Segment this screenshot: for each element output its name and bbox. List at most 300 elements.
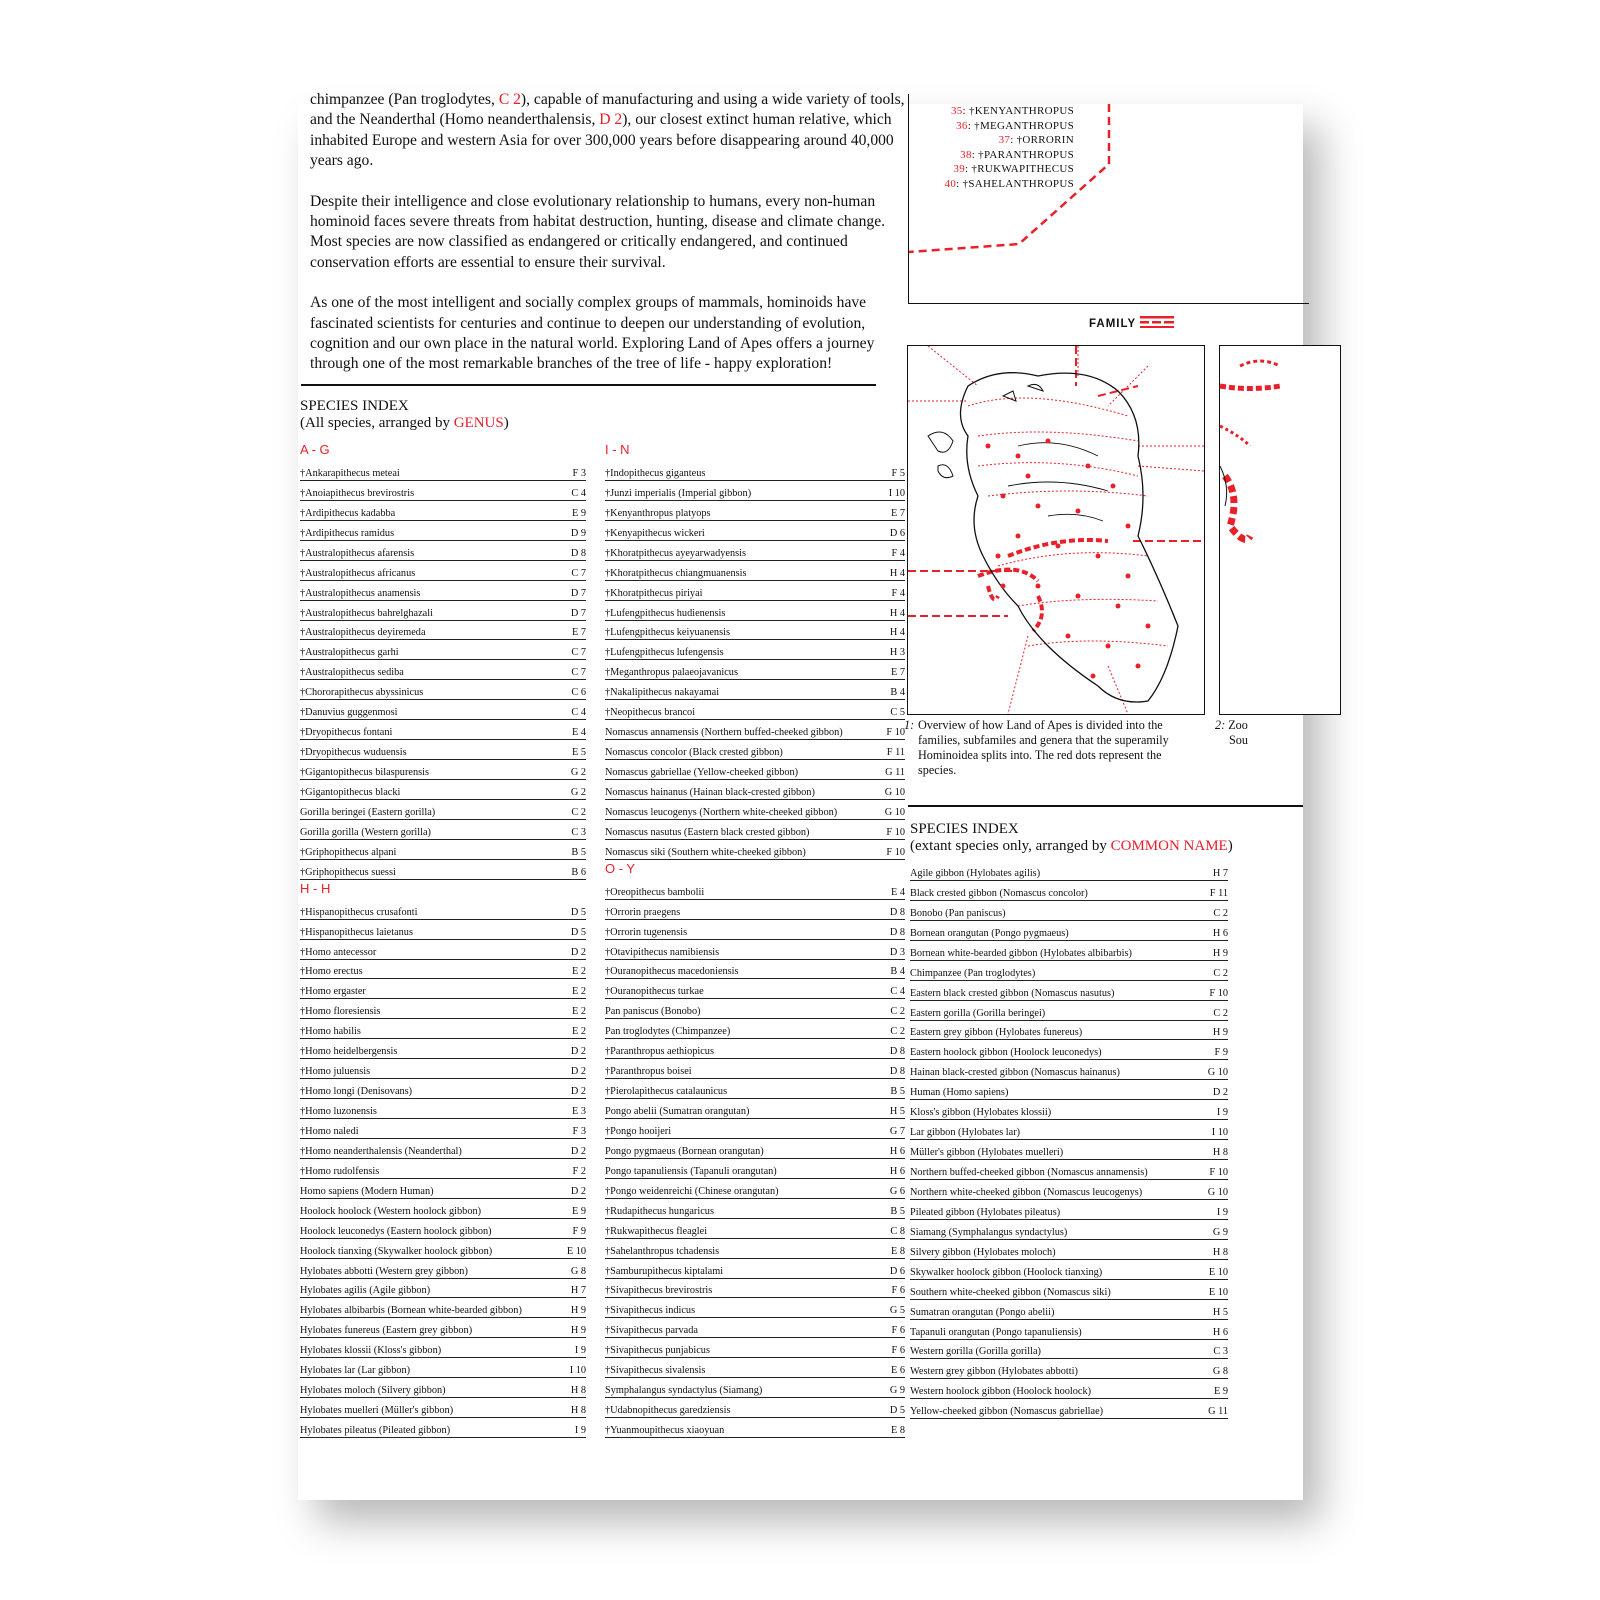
map-grid-reference: D 8: [889, 1066, 905, 1078]
map-grid-reference: E 9: [1213, 1386, 1228, 1398]
index-entry[interactable]: [605, 1298, 905, 1318]
family-dash-icon: [1140, 316, 1174, 328]
index-entry[interactable]: [300, 1059, 586, 1079]
intro-text: [310, 90, 910, 395]
map-grid-reference: H 6: [1212, 1326, 1228, 1338]
index-entry[interactable]: [300, 481, 586, 501]
map-grid-reference: E 3: [571, 1106, 586, 1117]
species-name: †Homo rudolfensis: [300, 1165, 380, 1177]
map-grid-reference: D 2: [570, 1086, 586, 1098]
map-grid-reference: H 3: [889, 647, 905, 659]
index-entry[interactable]: [300, 740, 586, 760]
species-name: Eastern hoolock gibbon (Hoolock leuconedys): [910, 1047, 1102, 1059]
index-entry[interactable]: [910, 961, 1228, 981]
index-entry[interactable]: [605, 1119, 905, 1139]
species-name: †Lufengpithecus keiyuanensis: [605, 627, 730, 639]
species-name: Sumatran orangutan (Pongo abelii): [910, 1306, 1055, 1318]
species-name: Bornean white-bearded gibbon (Hylobates albibarbis): [910, 947, 1132, 959]
index-entry[interactable]: [300, 860, 586, 880]
species-name: †Dryopithecus fontani: [300, 727, 393, 739]
species-name: Hoolock leuconedys (Eastern hoolock gibbon): [300, 1225, 492, 1237]
index-entry[interactable]: [605, 1179, 905, 1199]
index-entry[interactable]: [300, 1338, 586, 1358]
intro-paragraph-1: chimpanzee (Pan troglodytes, C 2), capable of manufacturing and using a wide variety of tools, and the Neanderthal (Homo neanderthalensis, D 2), our closest extinct human relative, which inhabited Europe and western Asia for over 300,000 years before disappearing around 40,000 years ago.: [310, 91, 905, 170]
map-grid-reference: F 9: [1214, 1047, 1228, 1059]
species-name: Western hoolock gibbon (Hoolock hoolock): [910, 1386, 1092, 1398]
species-name: †Lufengpithecus hudienensis: [605, 607, 726, 619]
index-entry[interactable]: [910, 1280, 1228, 1300]
map-grid-reference: C 4: [571, 707, 586, 719]
map-grid-reference: E 4: [571, 727, 586, 739]
index-entry[interactable]: [605, 1059, 905, 1079]
index-entry[interactable]: [605, 900, 905, 920]
map-grid-reference: E 7: [890, 667, 905, 679]
genus-number-item: 37: †ORRORIN: [998, 134, 1074, 147]
map-grid-reference: E 8: [890, 1425, 905, 1436]
intro-paragraph-2: Despite their intelligence and close evolutionary relationship to humans, every non-human hominoid faces severe threats from habitat destruction, hunting, disease and climate change. Most species are now classified as endangered or critically endangered, and continued conservation efforts are essential to ensure their survival.: [310, 192, 886, 271]
species-name: Agile gibbon (Hylobates agilis): [910, 867, 1041, 879]
index-entry[interactable]: [910, 1080, 1228, 1100]
map-grid-reference: F 11: [1209, 887, 1228, 899]
common-index-title: SPECIES INDEX: [910, 821, 1019, 837]
map-grid-reference: E 2: [571, 1026, 586, 1038]
map-grid-reference: B 5: [571, 846, 586, 858]
map-grid-reference: B 4: [890, 966, 905, 978]
species-name: Siamang (Symphalangus syndactylus): [910, 1226, 1068, 1238]
zoom-map-illustration: [1220, 346, 1340, 714]
species-name: Hoolock hoolock (Western hoolock gibbon): [300, 1205, 482, 1217]
index-entry[interactable]: [910, 1300, 1228, 1320]
index-entry[interactable]: [300, 1139, 586, 1159]
index-section-header: A - G: [300, 442, 330, 457]
species-name: †Homo juluensis: [300, 1066, 371, 1078]
map-grid-reference: G 6: [889, 1185, 905, 1197]
map-grid-reference: F 10: [1209, 987, 1228, 999]
species-name: Hylobates moloch (Silvery gibbon): [300, 1385, 446, 1397]
index-entry[interactable]: [910, 1320, 1228, 1340]
index-entry[interactable]: [605, 581, 905, 601]
index-entry[interactable]: [910, 921, 1228, 941]
index-entry[interactable]: [605, 999, 905, 1019]
index-entry[interactable]: [300, 1398, 586, 1418]
species-name: Nomascus hainanus (Hainan black-crested gibbon): [605, 786, 815, 798]
index-entry[interactable]: [300, 1179, 586, 1199]
index-entry[interactable]: [910, 1001, 1228, 1021]
index-entry[interactable]: [605, 840, 905, 860]
index-entry[interactable]: [910, 861, 1228, 881]
index-entry[interactable]: [910, 941, 1228, 961]
species-name: †Neopithecus brancoi: [605, 707, 696, 719]
index-entry[interactable]: [300, 940, 586, 960]
map-grid-reference: G 11: [885, 767, 905, 778]
intro-paragraph-3: As one of the most intelligent and socially complex groups of mammals, hominoids have fascinated scientists for centuries and continue to deepen our understanding of evolution, cognition and our own place in the natural world. Exploring Land of Apes offers a journey through one of the most remarkable branches of the tree of life - happy exploration!: [310, 294, 875, 373]
index-entry[interactable]: [605, 720, 905, 740]
index-entry[interactable]: [605, 461, 905, 481]
species-name: Nomascus siki (Southern white-cheeked gibbon): [605, 846, 806, 858]
map-grid-reference: G 2: [570, 786, 586, 798]
species-name: †Pongo hooijeri: [605, 1125, 672, 1137]
index-entry[interactable]: [605, 1378, 905, 1398]
index-entry[interactable]: [605, 800, 905, 820]
index-entry[interactable]: [300, 521, 586, 541]
genus-index-heading: [300, 398, 509, 432]
index-entry[interactable]: [910, 901, 1228, 921]
index-entry[interactable]: [605, 1199, 905, 1219]
map-grid-reference: G 9: [1212, 1226, 1228, 1238]
index-entry[interactable]: [910, 1160, 1228, 1180]
map-grid-reference: C 8: [890, 1225, 905, 1237]
index-entry[interactable]: [300, 1418, 586, 1438]
index-entry[interactable]: [300, 979, 586, 999]
map-grid-reference: G 5: [889, 1305, 905, 1317]
index-entry[interactable]: [300, 1199, 586, 1219]
species-name: †Griphopithecus alpani: [300, 846, 397, 858]
map-grid-reference: I 9: [1216, 1107, 1228, 1119]
map-grid-reference: H 7: [1212, 867, 1228, 879]
index-entry[interactable]: [910, 1260, 1228, 1280]
map-grid-reference: H 6: [889, 1165, 905, 1177]
species-name: †Pongo weidenreichi (Chinese orangutan): [605, 1185, 779, 1197]
species-name: Northern buffed-cheeked gibbon (Nomascus annamensis): [910, 1167, 1148, 1178]
map-grid-reference: I 9: [1216, 1206, 1228, 1218]
index-entry[interactable]: [300, 1279, 586, 1299]
map-grid-reference: I 9: [574, 1425, 586, 1436]
map-grid-reference: G 10: [884, 806, 905, 818]
map-grid-reference: H 4: [889, 627, 905, 639]
species-name: Hylobates funereus (Eastern grey gibbon): [300, 1325, 473, 1337]
index-entry[interactable]: [605, 960, 905, 980]
index-entry[interactable]: [605, 481, 905, 501]
map-grid-reference: E 9: [571, 507, 586, 519]
index-entry[interactable]: [605, 1019, 905, 1039]
map-grid-reference: F 10: [886, 826, 905, 838]
map-grid-reference: F 3: [572, 1125, 586, 1137]
legend-family: [1089, 316, 1174, 330]
zoom-map[interactable]: [1219, 345, 1341, 715]
index-section-header: H - H: [300, 880, 331, 896]
index-entry[interactable]: [300, 800, 586, 820]
species-name: †Paranthropus boisei: [605, 1066, 692, 1078]
species-name: †Homo erectus: [300, 966, 363, 978]
species-name: Gorilla beringei (Eastern gorilla): [300, 806, 436, 818]
map-grid-reference: D 9: [570, 527, 586, 539]
map-reference-chimpanzee[interactable]: C 2: [498, 91, 521, 108]
index-entry[interactable]: [910, 1040, 1228, 1060]
species-name: Pongo pygmaeus (Bornean orangutan): [605, 1145, 764, 1157]
overview-map[interactable]: [907, 345, 1205, 715]
species-name: †Australopithecus sediba: [300, 667, 404, 679]
species-name: Nomascus gabriellae (Yellow-cheeked gibbon): [605, 767, 799, 778]
index-entry[interactable]: [605, 501, 905, 521]
map-grid-reference: F 5: [891, 467, 905, 479]
species-name: †Nakalipithecus nakayamai: [605, 687, 720, 699]
species-name: Hainan black-crested gibbon (Nomascus hainanus): [910, 1067, 1120, 1079]
index-entry[interactable]: [300, 461, 586, 481]
species-name: Hylobates lar (Lar gibbon): [300, 1365, 411, 1377]
species-name: Skywalker hoolock gibbon (Hoolock tianxing): [910, 1266, 1103, 1278]
index-entry[interactable]: [605, 979, 905, 999]
index-entry[interactable]: [605, 621, 905, 641]
index-section-header: O - Y: [605, 860, 636, 876]
map-grid-reference: F 10: [1209, 1167, 1228, 1178]
species-name: Pan paniscus (Bonobo): [605, 1006, 701, 1018]
index-entry[interactable]: [605, 1398, 905, 1418]
index-entry[interactable]: [300, 621, 586, 641]
map-grid-reference: C 2: [1213, 1007, 1228, 1019]
species-name: Bonobo (Pan paniscus): [910, 907, 1006, 919]
index-entry[interactable]: [605, 640, 905, 660]
index-entry[interactable]: [300, 501, 586, 521]
index-entry[interactable]: [300, 561, 586, 581]
map-grid-reference: G 10: [884, 786, 905, 798]
index-entry[interactable]: [300, 1318, 586, 1338]
species-name: †Sivapithecus parvada: [605, 1325, 698, 1337]
index-entry[interactable]: [605, 1079, 905, 1099]
genus-number-item: 40: †SAHELANTHROPUS: [944, 177, 1074, 190]
index-entry[interactable]: [910, 1120, 1228, 1140]
species-name: †Australopithecus bahrelghazali: [300, 607, 433, 619]
index-entry[interactable]: [605, 700, 905, 720]
map-grid-reference: D 3: [889, 946, 905, 958]
map-grid-reference: D 6: [889, 527, 905, 539]
species-name: †Homo longi (Denisovans): [300, 1086, 413, 1098]
index-entry[interactable]: [910, 1359, 1228, 1379]
index-entry[interactable]: [300, 680, 586, 700]
index-entry[interactable]: [300, 660, 586, 680]
species-name: Hylobates klossii (Kloss's gibbon): [300, 1345, 442, 1357]
index-entry[interactable]: [605, 780, 905, 800]
species-name: Homo sapiens (Modern Human): [300, 1185, 434, 1197]
map-reference-neanderthal[interactable]: D 2: [599, 111, 623, 129]
index-entry[interactable]: [605, 1159, 905, 1179]
index-entry[interactable]: [605, 680, 905, 700]
index-entry[interactable]: [300, 1378, 586, 1398]
map-grid-reference: H 8: [1212, 1147, 1228, 1159]
index-entry[interactable]: [910, 1200, 1228, 1220]
index-entry[interactable]: [605, 1239, 905, 1259]
species-name: Eastern black crested gibbon (Nomascus nasutus): [910, 987, 1115, 999]
species-name: †Sivapithecus sivalensis: [605, 1365, 706, 1377]
index-entry[interactable]: [300, 1219, 586, 1239]
index-entry[interactable]: [910, 1060, 1228, 1080]
species-name: †Sivapithecus punjabicus: [605, 1345, 710, 1357]
index-entry[interactable]: [605, 1259, 905, 1279]
common-index-subtitle: (extant species only, arranged by COMMON NAME): [910, 838, 1233, 854]
species-name: †Homo floresiensis: [300, 1006, 381, 1018]
species-name: †Otavipithecus namibiensis: [605, 946, 720, 958]
index-entry[interactable]: [910, 1379, 1228, 1399]
map-grid-reference: H 7: [570, 1285, 586, 1297]
genus-number-list: [924, 104, 1074, 192]
index-entry[interactable]: [910, 1399, 1228, 1419]
index-entry[interactable]: [910, 1100, 1228, 1120]
species-name: †Homo antecessor: [300, 946, 377, 958]
species-name: †Khoratpithecus ayeyarwadyensis: [605, 547, 746, 559]
index-entry[interactable]: [605, 1039, 905, 1059]
map-grid-reference: E 10: [566, 1245, 586, 1257]
species-name: †Khoratpithecus chiangmuanensis: [605, 567, 747, 579]
index-entry[interactable]: [300, 920, 586, 940]
species-name: †Sivapithecus brevirostris: [605, 1285, 713, 1297]
index-entry[interactable]: [300, 1119, 586, 1139]
index-entry[interactable]: [605, 561, 905, 581]
index-section-header: I - N: [605, 442, 630, 457]
index-entry[interactable]: [300, 1239, 586, 1259]
index-entry[interactable]: [300, 1298, 586, 1318]
index-entry[interactable]: [605, 740, 905, 760]
map-grid-reference: H 8: [570, 1405, 586, 1417]
genus-number-item: 39: †RUKWAPITHECUS: [953, 163, 1074, 176]
map-grid-reference: G 2: [570, 767, 586, 778]
figure-1-caption: 1: Overview of how Land of Apes is divided into the families, subfamiles and genera that the superamily Hominoidea splits into. The red dots represent the species.: [904, 718, 1169, 777]
map-grid-reference: F 4: [891, 547, 905, 559]
map-grid-reference: E 10: [1208, 1286, 1228, 1298]
species-name: †Australopithecus afarensis: [300, 547, 415, 559]
map-grid-reference: C 5: [890, 707, 905, 719]
species-name: Symphalangus syndactylus (Siamang): [605, 1385, 763, 1397]
map-grid-reference: G 10: [1207, 1186, 1228, 1198]
index-entry[interactable]: [910, 1180, 1228, 1200]
map-grid-reference: I 9: [574, 1345, 586, 1357]
index-entry[interactable]: [300, 541, 586, 561]
map-grid-reference: C 2: [890, 1026, 905, 1038]
index-entry[interactable]: [300, 581, 586, 601]
map-grid-reference: C 4: [890, 986, 905, 998]
index-entry[interactable]: [300, 780, 586, 800]
map-grid-reference: C 3: [571, 826, 586, 838]
species-name: †Hispanopithecus crusafonti: [300, 906, 418, 918]
index-entry[interactable]: [910, 981, 1228, 1001]
index-entry[interactable]: [605, 1219, 905, 1239]
map-grid-reference: F 6: [891, 1345, 905, 1357]
species-name: †Ankarapithecus meteai: [300, 467, 400, 479]
index-entry[interactable]: [605, 1338, 905, 1358]
species-name: Nomascus leucogenys (Northern white-cheeked gibbon): [605, 806, 838, 818]
genus-number-item: 36: †MEGANTHROPUS: [956, 119, 1074, 132]
species-name: †Orrorin praegens: [605, 906, 681, 918]
index-entry[interactable]: [300, 640, 586, 660]
index-entry[interactable]: [300, 820, 586, 840]
index-entry[interactable]: [605, 1418, 905, 1438]
index-entry[interactable]: [605, 541, 905, 561]
index-entry[interactable]: [910, 881, 1228, 901]
index-entry[interactable]: [300, 1159, 586, 1179]
map-grid-reference: F 3: [572, 467, 586, 479]
index-entry[interactable]: [300, 1019, 586, 1039]
species-name: Human (Homo sapiens): [910, 1087, 1009, 1099]
species-name: †Yuanmoupithecus xiaoyuan: [605, 1425, 725, 1436]
index-entry[interactable]: [910, 1140, 1228, 1160]
index-entry[interactable]: [300, 601, 586, 621]
index-entry[interactable]: [605, 760, 905, 780]
index-entry[interactable]: [605, 940, 905, 960]
index-entry[interactable]: [910, 1220, 1228, 1240]
species-name: Hoolock tianxing (Skywalker hoolock gibbon): [300, 1245, 493, 1257]
map-grid-reference: D 5: [570, 926, 586, 938]
species-name: †Rudapithecus hungaricus: [605, 1205, 714, 1217]
index-entry[interactable]: [300, 1079, 586, 1099]
map-grid-reference: H 4: [889, 567, 905, 579]
index-entry[interactable]: [300, 760, 586, 780]
species-name: †Homo naledi: [300, 1125, 359, 1137]
species-name: Nomascus nasutus (Eastern black crested gibbon): [605, 826, 810, 838]
map-grid-reference: B 4: [890, 687, 905, 699]
index-entry[interactable]: [605, 1139, 905, 1159]
index-entry[interactable]: [910, 1340, 1228, 1360]
species-name: †Australopithecus anamensis: [300, 587, 421, 599]
genus-index-column-1: [300, 441, 586, 1438]
index-entry[interactable]: [910, 1021, 1228, 1041]
species-name: †Gigantopithecus blacki: [300, 786, 401, 798]
map-grid-reference: E 2: [571, 966, 586, 978]
species-name: †Griphopithecus suessi: [300, 866, 396, 878]
index-entry[interactable]: [605, 1318, 905, 1338]
index-entry[interactable]: [605, 820, 905, 840]
map-grid-reference: F 2: [572, 1165, 586, 1177]
index-entry[interactable]: [605, 601, 905, 621]
species-name: †Khoratpithecus piriyai: [605, 587, 703, 599]
species-name: Kloss's gibbon (Hylobates klossii): [910, 1107, 1052, 1119]
map-grid-reference: G 9: [889, 1385, 905, 1397]
index-entry[interactable]: [300, 700, 586, 720]
species-name: †Australopithecus garhi: [300, 647, 399, 659]
common-index-heading: [910, 821, 1233, 855]
index-entry[interactable]: [300, 1039, 586, 1059]
index-entry[interactable]: [605, 1358, 905, 1378]
species-name: †Anoiapithecus brevirostris: [300, 487, 415, 499]
species-name: Yellow-cheeked gibbon (Nomascus gabriellae): [910, 1406, 1104, 1418]
index-entry[interactable]: [300, 900, 586, 920]
species-name: Western grey gibbon (Hylobates abbotti): [910, 1366, 1078, 1378]
index-entry[interactable]: [605, 920, 905, 940]
map-grid-reference: I 10: [1211, 1127, 1228, 1139]
species-name: †Samburupithecus kiptalami: [605, 1265, 724, 1277]
species-name: †Rukwapithecus fleaglei: [605, 1225, 708, 1237]
species-name: †Gigantopithecus bilaspurensis: [300, 767, 429, 778]
index-entry[interactable]: [910, 1240, 1228, 1260]
map-grid-reference: C 6: [571, 687, 586, 699]
index-entry[interactable]: [300, 1259, 586, 1279]
index-entry[interactable]: [605, 880, 905, 900]
index-entry[interactable]: [605, 521, 905, 541]
index-entry[interactable]: [300, 720, 586, 740]
map-grid-reference: D 2: [570, 1046, 586, 1058]
map-grid-reference: F 4: [891, 587, 905, 599]
map-grid-reference: C 7: [571, 647, 586, 659]
species-name: Lar gibbon (Hylobates lar): [910, 1127, 1021, 1139]
index-entry[interactable]: [300, 999, 586, 1019]
map-grid-reference: H 6: [889, 1145, 905, 1157]
map-grid-reference: F 6: [891, 1325, 905, 1337]
species-name: †Pierolapithecus catalaunicus: [605, 1086, 728, 1098]
map-grid-reference: B 6: [571, 866, 586, 878]
index-entry[interactable]: [300, 840, 586, 860]
map-grid-reference: D 8: [889, 926, 905, 938]
index-entry[interactable]: [605, 1099, 905, 1119]
map-grid-reference: E 2: [571, 1006, 586, 1018]
map-grid-reference: H 9: [570, 1305, 586, 1317]
map-grid-reference: F 11: [886, 747, 905, 759]
index-entry[interactable]: [300, 1358, 586, 1378]
map-grid-reference: D 2: [570, 946, 586, 958]
species-name: Hylobates agilis (Agile gibbon): [300, 1285, 431, 1297]
index-entry[interactable]: [300, 1099, 586, 1119]
index-entry[interactable]: [300, 960, 586, 980]
index-entry[interactable]: [605, 1279, 905, 1299]
species-name: Hylobates muelleri (Müller's gibbon): [300, 1405, 454, 1417]
index-entry[interactable]: [605, 660, 905, 680]
species-name: Müller's gibbon (Hylobates muelleri): [910, 1147, 1064, 1159]
